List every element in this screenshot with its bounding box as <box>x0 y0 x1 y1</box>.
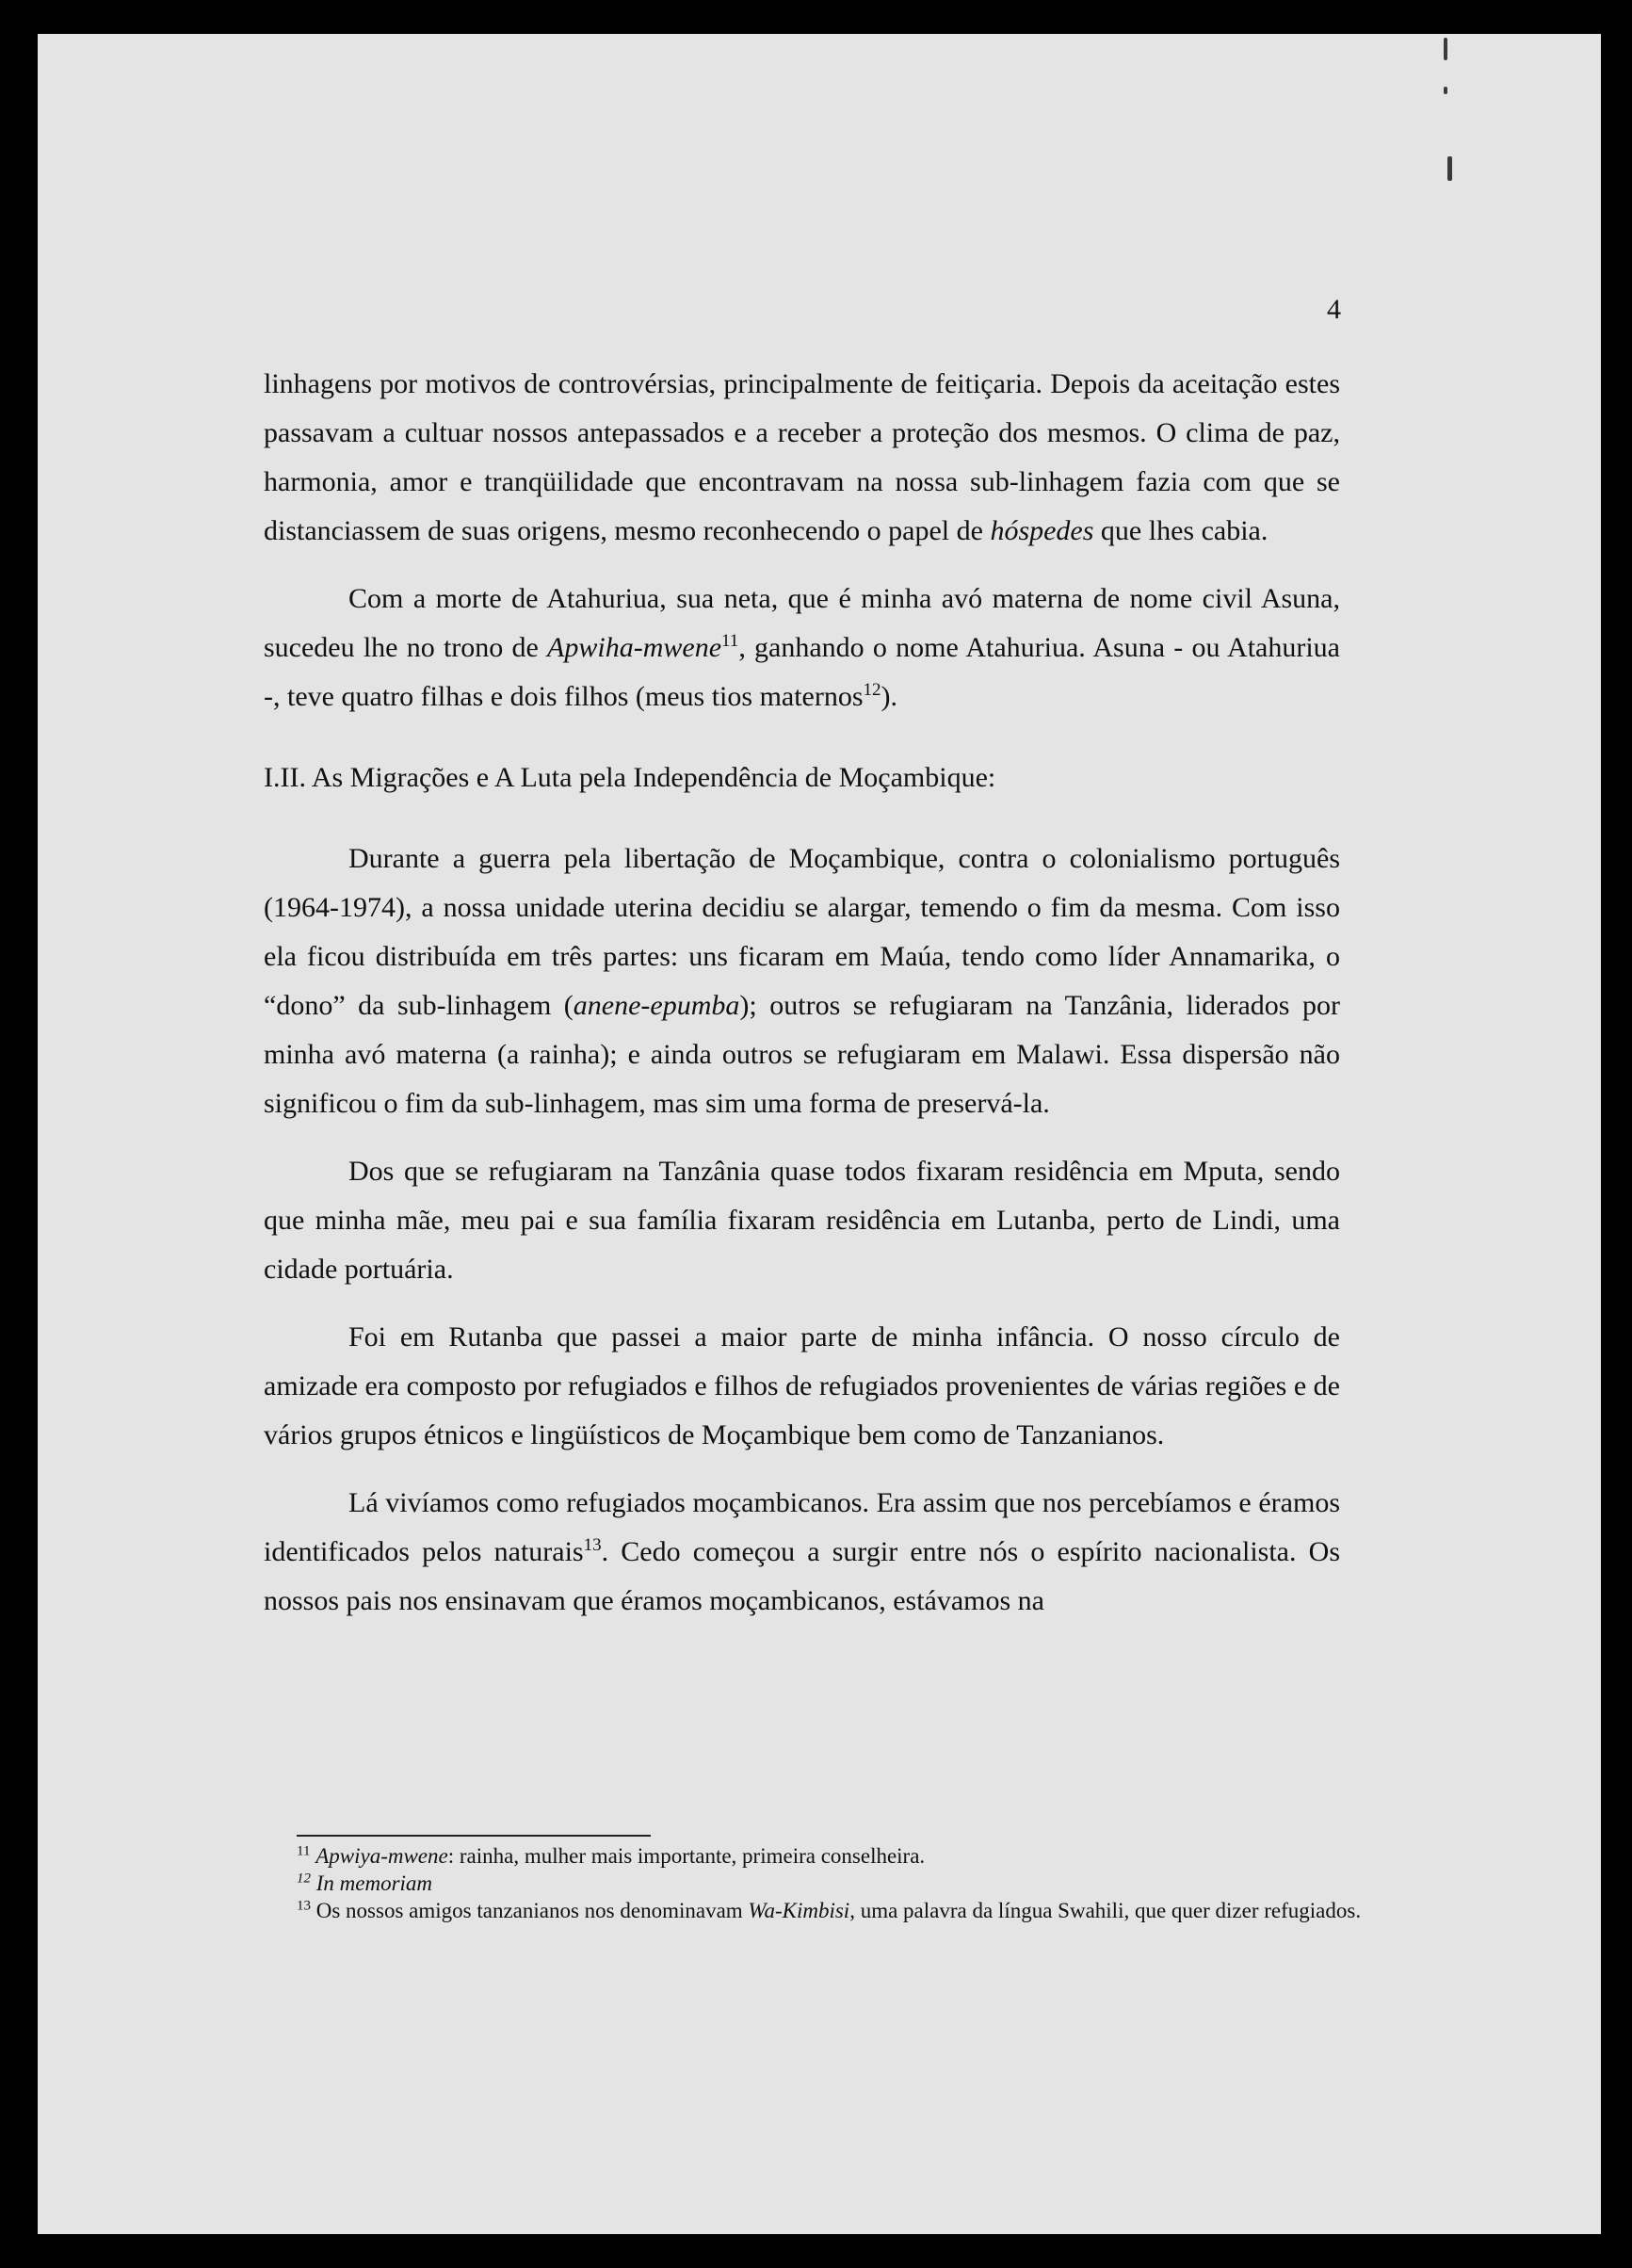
paragraph-text: , ganhando o nome Atahuriua. Asuna - ou Atahuriua -, teve quatro filhas e dois filhos (meus tios maternos <box>264 632 1340 712</box>
paragraph-gap <box>264 556 1340 575</box>
paragraph-text: Durante a guerra pela libertação de Moçambique, contra o colonialismo português (1964-1974), a nossa unidade uterina decidiu se alargar, temendo o fim da mesma. Com isso ela ficou distribuída em três partes: uns ficaram em Maúa, tendo como líder Annamarika, o “dono” da sub-linhagem ( <box>264 843 1340 1021</box>
paragraph-text: ); outros se refugiaram na Tanzânia, liderados por minha avó materna (a rainha); e ainda outros se refugiaram em Malawi. Essa dispersão não significou o fim da sub-linhagem, mas sim uma forma de preservá-la. <box>264 990 1340 1119</box>
footnote-reference: 11 <box>721 631 739 651</box>
paragraph-text: Com a morte de Atahuriua, sua neta, que é minha avó materna de nome civil Asuna, sucedeu lhe no trono de <box>264 583 1340 663</box>
italic-term: hóspedes <box>990 515 1094 546</box>
footnote-reference: 12 <box>863 680 881 700</box>
footnote <box>297 1897 1380 1924</box>
section-heading: I.II. As Migrações e A Luta pela Independência de Moçambique: <box>264 762 996 793</box>
paragraph <box>264 1479 1340 1626</box>
paragraph-text: . Cedo começou a surgir entre nós o espírito nacionalista. Os nossos pais nos ensinavam que éramos moçambicanos, estávamos na <box>264 1536 1340 1616</box>
italic-term: Wa-Kimbisi <box>748 1899 850 1922</box>
paragraph-gap <box>264 1128 1340 1147</box>
body-text <box>264 360 1340 1626</box>
paragraph-gap <box>264 1460 1340 1479</box>
footnote-mark: 12 <box>297 1871 311 1887</box>
scanned-page <box>38 34 1601 2234</box>
paragraph: Dos que se refugiaram na Tanzânia quase todos fixaram residência em Mputa, sendo que minha mãe, meu pai e sua família fixaram residência em Lutanba, perto de Lindi, uma cidade portuária. <box>264 1156 1340 1285</box>
italic-term: Apwiha-mwene <box>547 632 722 663</box>
scan-artifact-mark <box>1447 156 1452 181</box>
footnote-mark: 11 <box>297 1843 311 1859</box>
scan-artifact-mark <box>1444 87 1447 94</box>
paragraph-text: que lhes cabia. <box>1093 515 1268 546</box>
footnote <box>297 1842 1380 1870</box>
italic-term: In memoriam <box>315 1871 433 1895</box>
footnotes <box>297 1842 1380 1924</box>
footnote-mark: 13 <box>297 1898 311 1914</box>
paragraph: Foi em Rutanba que passei a maior parte de minha infância. O nosso círculo de amizade era composto por refugiados e filhos de refugiados provenientes de várias regiões e de vários grupos étnicos e lingüísticos de Moçambique bem como de Tanzanianos. <box>264 1321 1340 1450</box>
paragraph <box>264 575 1340 721</box>
paragraph-text: linhagens por motivos de controvérsias, principalmente de feitiçaria. Depois da aceitação estes passavam a cultuar nossos antepassados e a receber a proteção dos mesmos. O clima de paz, harmonia, amor e tranqüilidade que encontravam na nossa sub-linhagem fazia com que se distanciassem de suas origens, mesmo reconhecendo o papel de <box>264 368 1340 546</box>
paragraph-text: Lá vivíamos como refugiados moçambicanos. Era assim que nos percebíamos e éramos identificados pelos naturais <box>264 1487 1340 1567</box>
paragraph-text: ). <box>881 681 898 712</box>
footnote-separator <box>297 1835 651 1837</box>
paragraph-gap <box>264 1294 1340 1313</box>
footnote-text: , uma palavra da língua Swahili, que quer dizer refugiados. <box>849 1899 1362 1922</box>
paragraph <box>264 834 1340 1128</box>
italic-term: Apwiya-mwene <box>315 1844 448 1868</box>
footnote <box>297 1870 1380 1897</box>
footnote-text: Os nossos amigos tanzanianos nos denominavam <box>311 1899 749 1922</box>
italic-term: anene-epumba <box>573 990 740 1021</box>
paragraph <box>264 360 1340 556</box>
footnote-text: : rainha, mulher mais importante, primeira conselheira. <box>447 1844 926 1868</box>
page-number: 4 <box>1327 294 1341 325</box>
scan-artifact-mark <box>1444 38 1447 60</box>
footnote-reference: 13 <box>583 1535 602 1555</box>
